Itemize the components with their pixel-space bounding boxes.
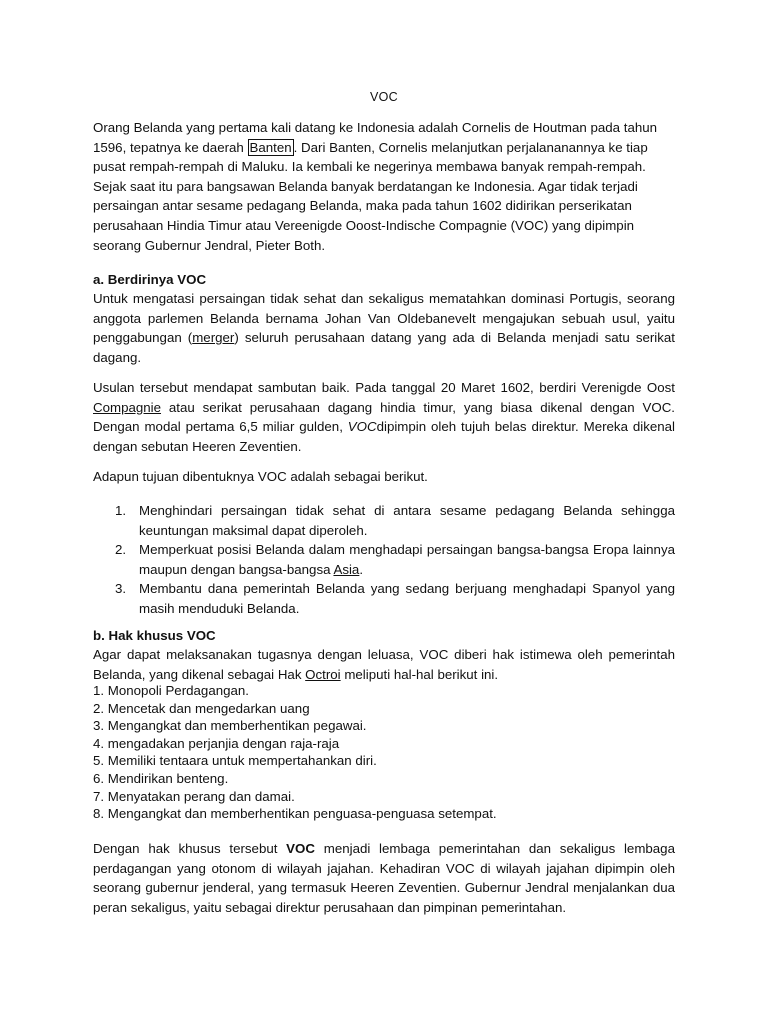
goal-text: Menghindari persaingan tidak sehat di antara sesame pedagang Belanda sehingga keuntungan maksimal dapat diperoleh. [139,503,675,538]
right-item: 2. Mencetak dan mengedarkan uang [93,700,310,716]
right-item: 5. Memiliki tentaara untuk mempertahankan diri. [93,753,377,769]
section-b-heading: b. Hak khusus VOC [93,628,216,643]
closing-bold-voc: VOC [286,841,315,856]
goal-number: 1. [115,503,127,518]
section-a-p1-text-b: ) seluruh perusahaan datang yang ada di Belanda menjadi satu serikat dagang. [93,330,675,365]
octroi-link[interactable]: Octroi [305,666,341,682]
right-item: 4. mengadakan perjanjia dengan raja-raja [93,735,340,751]
goal-text: Membantu dana pemerintah Belanda yang sedang berjuang menghadapi Spanyol yang masih menduduki Belanda. [139,581,675,616]
merger-link[interactable]: merger [192,330,235,346]
section-a-heading: a. Berdirinya VOC [93,272,207,287]
section-b-p1-text-b: meliputi hal-hal berikut ini. [340,666,499,682]
goal-number: 2. [115,542,127,558]
asia-link[interactable]: Asia [333,561,360,577]
goal-item [93,540,675,579]
document-title: VOC [370,90,398,104]
section-a-paragraph-1 [93,289,675,367]
goal-number: 3. [115,581,127,597]
goals-list [93,501,675,619]
right-item: 7. Menyatakan perang dan damai. [93,788,295,804]
rights-list [93,682,675,823]
section-a-p2-text-a: Usulan tersebut mendapat sambutan baik. Pada tanggal 20 Maret 1602, berdiri Verenigde Oost [93,380,675,395]
section-a-p2-text-c: dipimpin oleh tujuh belas direktur. Mereka dikenal dengan sebutan Heeren Zeventien. [93,419,675,454]
intro-text-a: Orang Belanda yang pertama kali datang ke Indonesia adalah Cornelis de Houtman pada tahun 1596, tepatnya ke daerah [93,120,658,155]
goal-text-b: . [359,561,364,577]
closing-paragraph [93,839,675,917]
intro-text-b: . Dari Banten, Cornelis melanjutkan perjalananannya ke tiap pusat rempah-rempah di Maluku. Ia kembali ke negerinya membawa banyak rempah-rempah. Sejak saat itu para bangsawan Belanda banyak berdatangan ke Indonesia. Agar tidak terjadi persaingan antar sesame pedagang Belanda, maka pada tahun 1602 didirikan perserikatan perusahaan Hindia Timur atau Vereenigde Ooost-Indische Compagnie (VOC) yang dipimpin seorang Gubernur Jendral, Pieter Both. [93,139,648,253]
section-a-p2-italic: VOC [347,419,377,435]
section-b-p1-text-a: Agar dapat melaksanakan tugasnya dengan leluasa, VOC diberi hak istimewa oleh pemerintah Belanda, yang dikenal sebagai Hak [93,647,675,682]
section-a-paragraph-2 [93,378,675,456]
goal-item [93,501,675,540]
goal-item [93,579,675,618]
closing-text-a: Dengan hak khusus tersebut [93,841,287,856]
banten-link[interactable]: Banten [249,139,292,155]
closing-text-b: menjadi lembaga pemerintahan dan sekaligus lembaga perdagangan yang otonom di wilayah jajahan. Kehadiran VOC di wilayah jajahan dipimpin oleh seorang gubernur jenderal, yang termasuk Heeren Zeventien. Gubernur Jendral menjalankan dua peran sekaligus, yaitu sebagai direktur perusahaan dan pimpinan pemerintahan. [93,841,675,915]
section-a-p2-text-b: atau serikat perusahaan dagang hindia timur, yang biasa dikenal dengan VOC. Dengan modal pertama 6,5 miliar gulden, [93,399,675,435]
right-item: 1. Monopoli Perdagangan. [93,683,249,698]
section-a-p1-text-a: Untuk mengatasi persaingan tidak sehat dan sekaligus mematahkan dominasi Portugis, seorang anggota parlemen Belanda bernama Johan Van Oldebanevelt mengajukan sebuah usul, yaitu penggabungan ( [93,291,675,346]
intro-paragraph [93,118,675,255]
right-item: 3. Mengangkat dan memberhentikan pegawai. [93,718,367,734]
compagnie-link[interactable]: Compagnie [93,399,162,415]
right-item: 8. Mengangkat dan memberhentikan penguasa-penguasa setempat. [93,806,497,822]
goal-text-a: Memperkuat posisi Belanda dalam menghadapi persaingan bangsa-bangsa Eropa lainnya maupun dengan bangsa-bangsa [139,542,675,577]
section-b-paragraph-1 [93,645,675,684]
section-a-paragraph-3: Adapun tujuan dibentuknya VOC adalah sebagai berikut. [93,469,428,484]
right-item: 6. Mendirikan benteng. [93,770,229,786]
